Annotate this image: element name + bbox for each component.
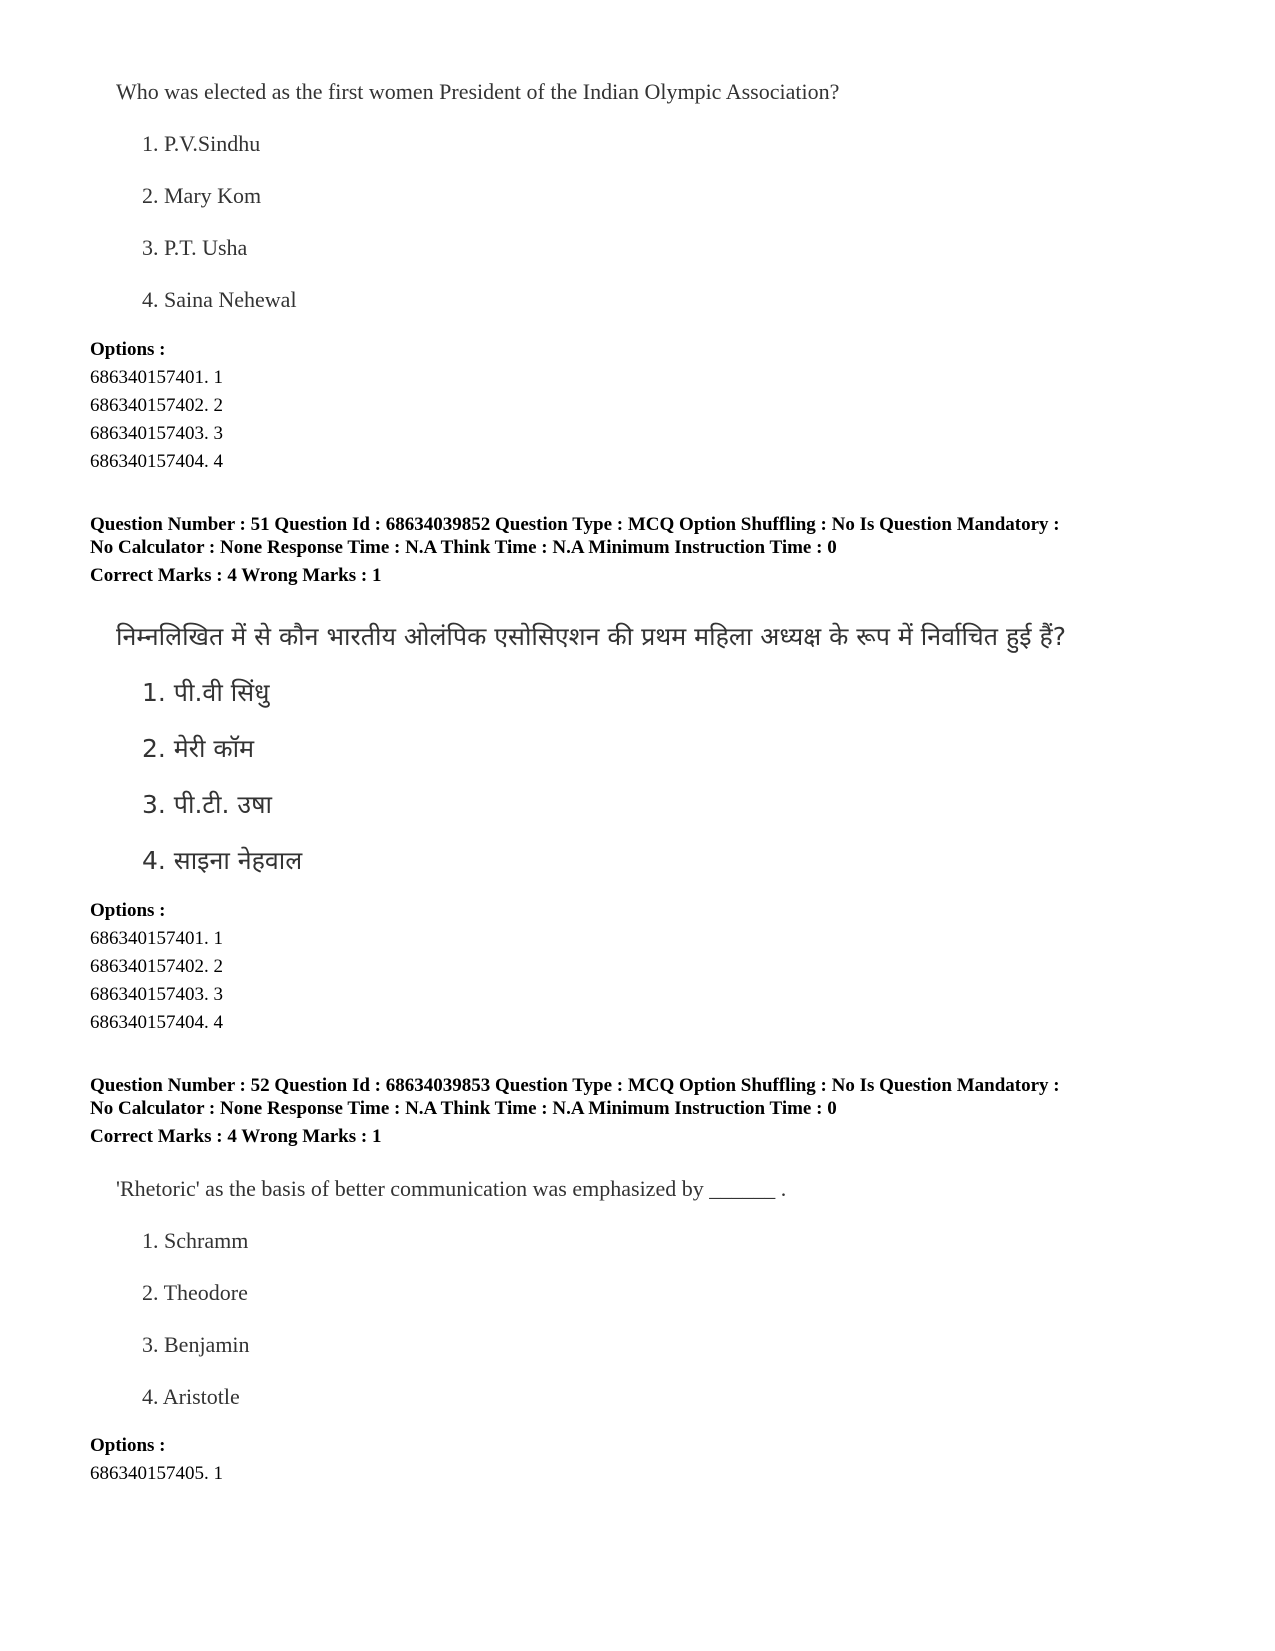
option-id: 686340157404. 4 [90,1012,223,1033]
option-id: 686340157402. 2 [90,395,223,416]
question-marks: Correct Marks : 4 Wrong Marks : 1 [90,1126,382,1147]
answer-option: 1. P.V.Sindhu [142,131,261,156]
options-label: Options : [90,900,166,921]
option-id: 686340157405. 1 [90,1463,223,1484]
question-meta: Question Number : 52 Question Id : 68634039853 Question Type : MCQ Option Shuffling : No Is Question Mandatory : [90,1075,1060,1096]
option-id: 686340157403. 3 [90,423,223,444]
answer-option: 3. Benjamin [142,1332,250,1357]
question-meta: Question Number : 51 Question Id : 68634039852 Question Type : MCQ Option Shuffling : No Is Question Mandatory : [90,514,1060,535]
options-label: Options : [90,1435,166,1456]
answer-option: 3. P.T. Usha [142,235,248,260]
option-id: 686340157402. 2 [90,956,223,977]
answer-option: 1. पी.वी सिंधु [142,678,270,707]
option-id: 686340157403. 3 [90,984,223,1005]
answer-option: 1. Schramm [142,1228,249,1253]
answer-option: 3. पी.टी. उषा [142,790,273,819]
option-id: 686340157404. 4 [90,451,223,472]
question-meta: No Calculator : None Response Time : N.A Think Time : N.A Minimum Instruction Time : 0 [90,1098,837,1119]
options-label: Options : [90,339,166,360]
answer-option: 4. साइना नेहवाल [142,846,303,875]
question-marks: Correct Marks : 4 Wrong Marks : 1 [90,565,382,586]
answer-option: 2. Mary Kom [142,183,262,208]
answer-option: 2. मेरी कॉम [142,734,255,763]
answer-option: 4. Saina Nehewal [142,287,297,312]
option-id: 686340157401. 1 [90,928,223,949]
question-text: निम्नलिखित में से कौन भारतीय ओलंपिक एसोसिएशन की प्रथम महिला अध्यक्ष के रूप में निर्वाचित हुई हैं? [116,622,1067,651]
option-id: 686340157401. 1 [90,367,223,388]
question-text: Who was elected as the first women President of the Indian Olympic Association? [116,79,840,104]
question-meta: No Calculator : None Response Time : N.A Think Time : N.A Minimum Instruction Time : 0 [90,537,837,558]
question-text: 'Rhetoric' as the basis of better communication was emphasized by ______ . [116,1176,787,1201]
answer-option: 4. Aristotle [142,1384,240,1409]
answer-option: 2. Theodore [142,1280,248,1305]
